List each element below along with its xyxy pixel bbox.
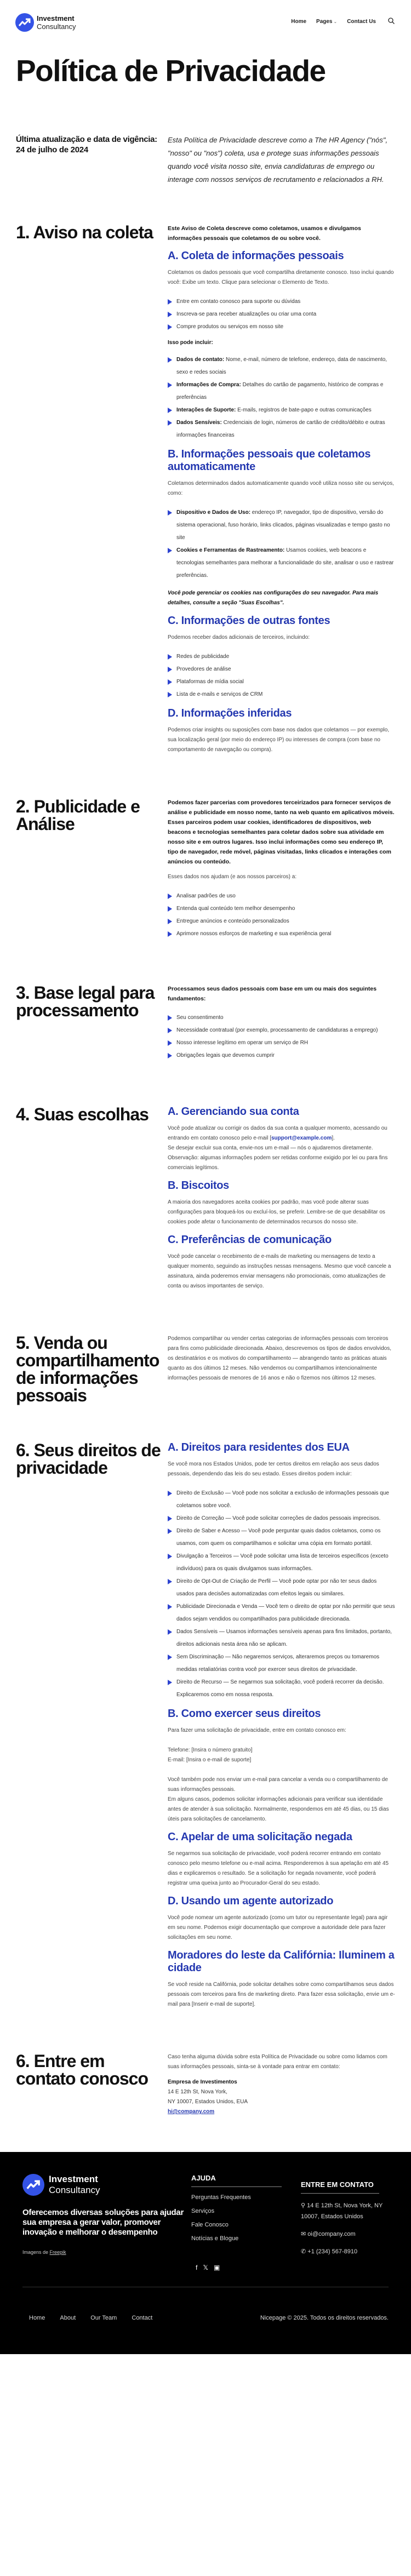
section-title: 5. Venda ou compartilhamento de informações pessoais xyxy=(16,1333,159,1405)
contact-email-link[interactable]: hi@company.com xyxy=(168,2109,215,2115)
section-title: 3. Base legal para processamento xyxy=(16,983,155,1020)
footer-link-contact[interactable]: Fale Conosco xyxy=(191,2222,229,2228)
logo-line1: Investment xyxy=(37,14,75,22)
paragraph: Você pode nomear um agente autorizado (como um tutor ou representante legal) para agir em seu nome. Podemos exigir documentação que comprove a autoridade dele para fazer solicitações em seu nome. xyxy=(168,1915,388,1940)
footer-link-faq[interactable]: Perguntas Frequentes xyxy=(191,2194,251,2201)
list-item: Aprimore nossos esforços de marketing e sua experiência geral xyxy=(168,928,395,940)
envelope-icon: ✉ xyxy=(301,2231,308,2237)
logo[interactable] xyxy=(15,13,76,32)
section-sale-sharing xyxy=(0,1334,411,1404)
section-contact xyxy=(0,2052,411,2117)
nav-pages[interactable] xyxy=(316,19,337,25)
subsection-title: Moradores do leste da Califórnia: Iluminem a cidade xyxy=(168,1949,395,1974)
list-item: Direito de Correção — Você pode solicitar correções de dados pessoais imprecisos. xyxy=(168,1512,395,1525)
logo-line2: Consultancy xyxy=(37,22,76,31)
bullet-list xyxy=(168,1011,395,1062)
subsection-title: C. Apelar de uma solicitação negada xyxy=(168,1831,352,1843)
list-item: Seu consentimento xyxy=(168,1011,395,1024)
bullet-list xyxy=(168,353,395,442)
list-item: Entenda qual conteúdo tem melhor desempenho xyxy=(168,902,395,915)
list-item: Divulgação a Terceiros — Você pode solicitar uma lista de terceiros específicos (exceto indivíduos) para os quais divulgamos suas informações. xyxy=(168,1550,395,1575)
section-privacy-rights xyxy=(0,1441,411,2015)
paragraph: Esses dados nos ajudam (e aos nossos parceiros) a: xyxy=(168,874,297,880)
bullet-list xyxy=(168,506,395,582)
subsection-title: A. Gerenciando sua conta xyxy=(168,1106,299,1118)
list-item: Direito de Exclusão — Você pode nos solicitar a exclusão de informações pessoais que coletamos sobre você. xyxy=(168,1487,395,1512)
phone-icon: ✆ xyxy=(301,2248,308,2255)
site-header xyxy=(0,0,411,47)
footer-nav-contact[interactable]: Contact xyxy=(132,2315,153,2321)
intro-text: Esta Política de Privacidade descreve como a The HR Agency ("nós", "nosso" ou "nos") coleta, usa e protege suas informações pessoais quando você visita nosso site, envia candidaturas de emprego ou interage com nossos serviços de recrutamento e relacionados a RH. xyxy=(168,136,388,184)
list-item: Dispositivo e Dados de Uso: endereço IP, navegador, tipo de dispositivo, versão do sistema operacional, fuso horário, links clicados, páginas visualizadas e tempo gasto no site xyxy=(168,506,395,544)
support-email-link[interactable]: support@example.com xyxy=(271,1135,332,1141)
paragraph: Se você reside na Califórnia, pode solicitar detalhes sobre como compartilhamos seus dados pessoais com terceiros para fins de marketing direto. Para fazer essa solicitação, envie um e-mail para [Inserir e-mail de suporte]. xyxy=(168,1982,395,2007)
paragraph: Podemos criar insights ou suposições com base nos dados que coletamos — por exemplo, sua localização geral (por meio do endereço IP) ou interesses de compra (com base no comportamento de navegação ou compra). xyxy=(168,727,390,753)
footer-email[interactable]: ✉ oi@company.com xyxy=(301,2231,356,2237)
paragraph: Podemos receber dados adicionais de terceiros, incluindo: xyxy=(168,634,310,640)
list-item: Lista de e-mails e serviços de CRM xyxy=(168,688,395,701)
nav-contact-us[interactable]: Contact Us xyxy=(347,19,376,25)
subsection-title: D. Informações inferidas xyxy=(168,707,292,719)
bullet-list xyxy=(168,890,395,940)
list-item: Publicidade Direcionada e Venda — Você tem o direito de optar por não permitir que seus dados sejam vendidos ou compartilhados para publicidade direcionada. xyxy=(168,1600,395,1625)
footer-logo-line1: Investment xyxy=(49,2174,98,2184)
list-item: Redes de publicidade xyxy=(168,650,395,663)
main-nav xyxy=(281,18,395,26)
list-item: Direito de Recurso — Se negarmos sua solicitação, você poderá recorrer da decisão. Explicaremos como em nossa resposta. xyxy=(168,1676,395,1701)
list-item: Entre em contato conosco para suporte ou dúvidas xyxy=(168,295,395,308)
footer-link-services[interactable]: Serviços xyxy=(191,2208,215,2214)
paragraph: Coletamos os dados pessoais que você compartilha diretamente conosco. Isso inclui quando você: Exibe um texto. Clique para selecionar o Elemento de Texto. xyxy=(168,270,394,285)
section-title: 6. Entre em contato conosco xyxy=(16,2051,149,2088)
company-address: Empresa de Investimentos 14 E 12th St, Nova York, NY 10007, Estados Unidos, EUA hi@company.com xyxy=(168,2079,248,2115)
footer-tagline: Oferecemos diversas soluções para ajudar sua empresa a gerar valor, promover inovação e melhorar o desempenho xyxy=(22,2208,184,2237)
paragraph: Caso tenha alguma dúvida sobre esta Política de Privacidade ou sobre como lidamos com suas informações pessoais, sinta-se à vontade para entrar em contato: xyxy=(168,2054,387,2070)
section-title: 1. Aviso na coleta xyxy=(16,222,153,242)
section-collection-notice xyxy=(0,224,411,760)
list-item: Dados Sensíveis — Usamos informações sensíveis apenas para fins limitados, portanto, direitos adicionais nesta área não se aplicam. xyxy=(168,1625,395,1651)
paragraph: A maioria dos navegadores aceita cookies por padrão, mas você pode alterar suas configurações para bloqueá-los ou excluí-los, se preferir. Lembre-se de que desabilitar os cookies pode afetar o funcionamento de determinados recursos do nosso site. xyxy=(168,1199,385,1225)
footer-nav xyxy=(22,2315,159,2321)
section-lead: Este Aviso de Coleta descreve como coletamos, usamos e divulgamos informações pessoais que coletamos de ou sobre você. xyxy=(168,225,361,242)
facebook-icon[interactable]: f xyxy=(196,2264,198,2271)
image-credit: Imagens de Freepik xyxy=(22,2249,66,2255)
list-item: Dados Sensíveis: Credenciais de login, números de cartão de crédito/débito e outras informações financeiras xyxy=(168,416,395,442)
subsection-title: D. Usando um agente autorizado xyxy=(168,1895,334,1907)
paragraph: Coletamos determinados dados automaticamente quando você utiliza nosso site ou serviços, como: xyxy=(168,480,395,496)
section-title: 4. Suas escolhas xyxy=(16,1104,149,1124)
list-item: Compre produtos ou serviços em nosso site xyxy=(168,320,395,333)
paragraph: Podemos compartilhar ou vender certas categorias de informações pessoais com terceiros para fins como publicidade direcionada. Abaixo, descrevemos os tipos de dados envolvidos, os destinatários e os motivos do compartilhamento — abrangendo tanto as práticas atuais quanto as dos últimos 12 meses. Não vendemos ou compartilhamos intencionalmente informações pessoais de menores de 16 anos e não o fizemos nos últimos 12 meses. xyxy=(168,1336,392,1381)
list-item: Interações de Suporte: E-mails, registros de bate-papo e outras comunicações xyxy=(168,404,395,416)
footer-link-blog[interactable]: Notícias e Blogue xyxy=(191,2235,239,2242)
section-your-choices xyxy=(0,1106,411,1297)
footer-nav-home[interactable]: Home xyxy=(29,2315,45,2321)
instagram-icon[interactable]: ▣ xyxy=(214,2264,220,2271)
social-links xyxy=(196,2264,301,2271)
bullet-list xyxy=(168,295,395,333)
list-item: Direito de Opt-Out de Criação de Perfil — Você pode optar por não ter seus dados usados para decisões automatizadas com efeitos legais ou similares. xyxy=(168,1575,395,1600)
footer-nav-about[interactable]: About xyxy=(60,2315,76,2321)
list-item: Sem Discriminação — Não negaremos serviços, alteraremos preços ou tomaremos medidas retaliatórias contra você por exercer seus direitos de privacidade. xyxy=(168,1651,395,1676)
site-footer xyxy=(0,2152,411,2354)
copyright: Nicepage © 2025. Todos os direitos reservados. xyxy=(260,2315,389,2321)
bullet-list xyxy=(168,650,395,701)
list-item: Entregue anúncios e conteúdo personalizados xyxy=(168,915,395,928)
page-title: Política de Privacidade xyxy=(16,54,326,88)
list-item: Dados de contato: Nome, e-mail, número de telefone, endereço, data de nascimento, sexo e redes sociais xyxy=(168,353,395,379)
chevron-down-icon: ⌄ xyxy=(333,19,338,24)
subsection-title: A. Direitos para residentes dos EUA xyxy=(168,1441,350,1453)
section-lead: Processamos seus dados pessoais com base em um ou mais dos seguintes fundamentos: xyxy=(168,986,377,1002)
paragraph: Você pode cancelar o recebimento de e-mails de marketing ou mensagens de texto a qualquer momento, seguindo as instruções nessas mensagens. Mesmo que você cancele a assinatura, ainda poderemos enviar mensagens não promocionais, como atualizações de conta ou avisos importantes de serviço. xyxy=(168,1253,391,1289)
trend-up-icon xyxy=(15,13,34,32)
trend-up-icon xyxy=(22,2174,44,2196)
bullet-list xyxy=(168,1487,395,1701)
intro-section xyxy=(0,134,411,186)
subsection-title: C. Informações de outras fontes xyxy=(168,615,330,627)
map-pin-icon: ⚲ xyxy=(301,2202,307,2209)
footer-logo-line2: Consultancy xyxy=(49,2185,100,2195)
freepik-link[interactable]: Freepik xyxy=(49,2249,66,2255)
footer-phone[interactable]: ✆ +1 (234) 567-8910 xyxy=(301,2248,358,2255)
contact-heading: ENTRE EM CONTATO xyxy=(301,2180,379,2194)
list-item: Plataformas de mídia social xyxy=(168,676,395,688)
subsection-title: A. Coleta de informações pessoais xyxy=(168,250,344,262)
subsection-title: B. Informações pessoais que coletamos automaticamente xyxy=(168,448,371,473)
list-item: Inscreva-se para receber atualizações ou criar uma conta xyxy=(168,308,395,320)
section-lead: Podemos fazer parcerias com provedores terceirizados para fornecer serviços de análise e publicidade em nosso nome, tanto na web quanto em aplicativos móveis. Esses parceiros podem usar cookies, identificadores de dispositivos, web beacons e tecnologias semelhantes para coletar dados sobre sua atividade em nosso site e em outros lugares. Isso inclui informações como seu endereço IP, tipo de navegador, rede móvel, páginas visitadas, links clicados e interações com anúncios ou conteúdo. xyxy=(168,799,395,865)
footer-address: ⚲ 14 E 12th St, Nova York, NY 10007, Estados Unidos xyxy=(301,2202,383,2220)
effective-date: Última atualização e data de vigência: 24 de julho de 2024 xyxy=(16,135,157,154)
subsection-title: C. Preferências de comunicação xyxy=(168,1234,332,1246)
list-item: Analisar padrões de uso xyxy=(168,890,395,902)
nav-pages-label: Pages xyxy=(316,19,333,25)
paragraph: Se negarmos sua solicitação de privacidade, você poderá recorrer entrando em contato conosco pelo mesmo telefone ou e-mail acima. Responderemos à sua apelação em até 45 dias e explicaremos o resultado. Se a solicitação for negada novamente, você poderá registrar uma queixa junto ao Procurador-Geral do seu estado. xyxy=(168,1851,389,1886)
list-item: Cookies e Ferramentas de Rastreamento: Usamos cookies, web beacons e tecnologias semelhantes para melhorar a funcionalidade do site, analisar o uso e rastrear preferências. xyxy=(168,544,395,582)
list-item: Necessidade contratual (por exemplo, processamento de candidaturas a emprego) xyxy=(168,1024,395,1037)
list-item: Direito de Saber e Acesso — Você pode perguntar quais dados coletamos, como os usamos, com quem os compartilhamos e solicitar uma cópia em formato portátil. xyxy=(168,1525,395,1550)
subsection-title: B. Biscoitos xyxy=(168,1180,229,1192)
paragraph: Para fazer uma solicitação de privacidade, entre em contato conosco em: Telefone: [Insira o número gratuito] E-mail: [Insira o e-mail de suporte] Você também pode nos enviar um e-mail para cancelar a venda ou o compartilhamento de suas informações pessoais. Em alguns casos, podemos solicitar informações adicionais para verificar sua identidade antes de atender à sua solicitação. Normalmente, respondemos em até 45 dias, ou 15 dias úteis para solicitações de cancelamento. xyxy=(168,1727,389,1822)
search-icon[interactable] xyxy=(388,18,395,26)
nav-home[interactable]: Home xyxy=(291,19,307,25)
list-item: Informações de Compra: Detalhes do cartão de pagamento, histórico de compras e preferências xyxy=(168,379,395,404)
subsection-title: B. Como exercer seus direitos xyxy=(168,1708,321,1720)
list-label: Isso pode incluir: xyxy=(168,340,213,346)
section-legal-basis xyxy=(0,984,411,1068)
section-title: 6. Seus direitos de privacidade xyxy=(16,1440,161,1478)
help-heading: AJUDA xyxy=(191,2174,282,2187)
cookie-note: Você pode gerenciar os cookies nas configurações do seu navegador. Para mais detalhes, consulte a seção "Suas Escolhas". xyxy=(168,590,379,606)
x-icon[interactable]: 𝕏 xyxy=(203,2264,209,2271)
list-item: Nosso interesse legítimo em operar um serviço de RH xyxy=(168,1037,395,1049)
section-advertising xyxy=(0,798,411,947)
footer-logo[interactable] xyxy=(22,2174,191,2196)
list-item: Provedores de análise xyxy=(168,663,395,676)
list-item: Obrigações legais que devemos cumprir xyxy=(168,1049,395,1062)
paragraph: Se você mora nos Estados Unidos, pode ter certos direitos em relação aos seus dados pessoais, dependendo das leis do seu estado. Esses direitos podem incluir: xyxy=(168,1461,379,1477)
paragraph: Você pode atualizar ou corrigir os dados da sua conta a qualquer momento, acessando ou entrando em contato conosco pelo e-mail [support@example.com]. Se desejar excluir sua conta, envie-nos um e-mail — nós o ajudaremos diretamente. Observação: algumas informações podem ser retidas conforme exigido por lei ou para fins comerciais legítimos. xyxy=(168,1125,388,1171)
section-title: 2. Publicidade e Análise xyxy=(16,797,140,834)
footer-nav-team[interactable]: Our Team xyxy=(90,2315,117,2321)
